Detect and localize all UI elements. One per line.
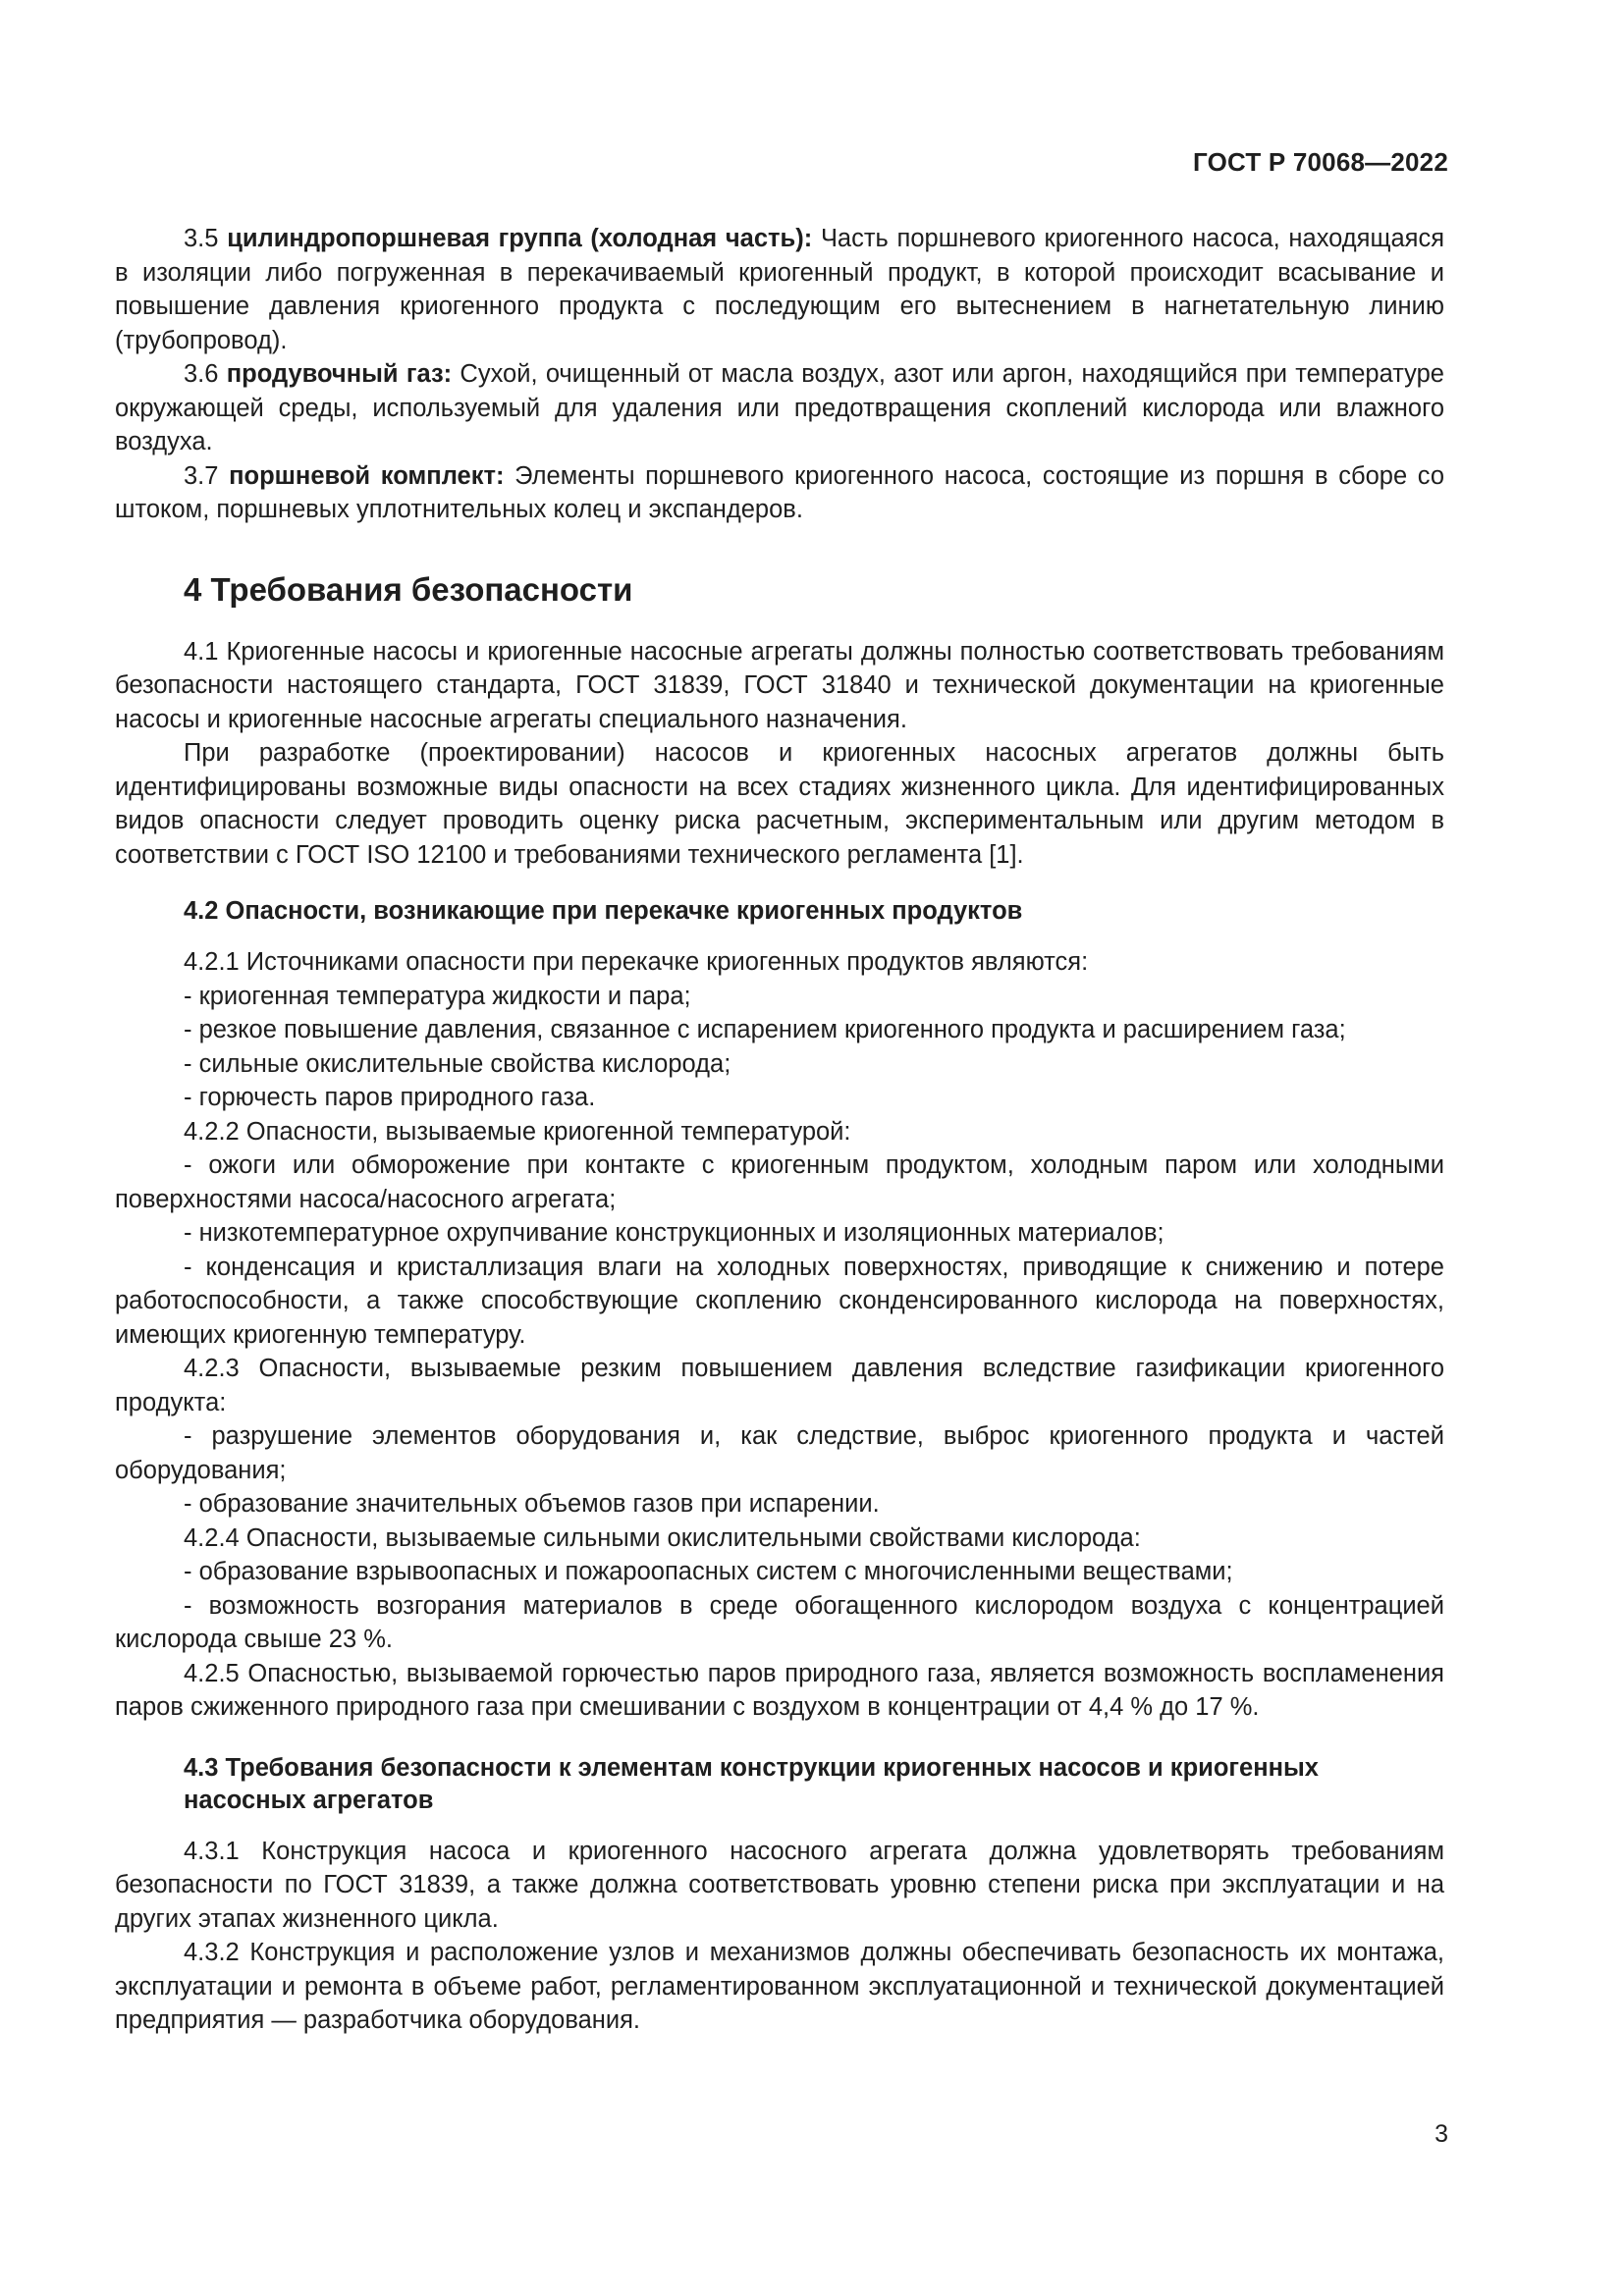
term-number: 3.6 <box>184 360 219 388</box>
term-number: 3.5 <box>184 225 219 252</box>
term-3-7 <box>115 459 1444 527</box>
list-item: 4.2.4 Опасности, вызываемые сильными окислительными свойствами кислорода: <box>184 1523 1141 1552</box>
list-item: - образование взрывоопасных и пожароопасных систем с многочисленными веществами; <box>184 1558 1233 1585</box>
page-number: 3 <box>1435 2120 1448 2148</box>
section-heading-4: 4 Требования безопасности <box>184 570 633 608</box>
paragraph-4-1: 4.1 Криогенные насосы и криогенные насосные агрегаты должны полностью соответствовать требованиям безопасности настоящего стандарта, ГОСТ 31839, ГОСТ 31840 и технической документации на криогенные насосы и криогенные насосные агрегаты специального назначения. <box>115 637 1444 733</box>
subsection-heading-4-3 <box>115 1752 1444 1817</box>
term-name: продувочный газ: <box>226 360 453 388</box>
term-definition: Часть поршневого криогенного насоса, находящаяся в изоляции либо погруженная в перекачиваемый криогенный продукт, в которой происходит всасывание и повышение давления криогенного продукта с последующим его вытеснением в нагнетательную линию (трубопровод). <box>115 225 1444 354</box>
heading-line: насосных агрегатов <box>184 1786 434 1814</box>
document-body <box>115 222 1444 2038</box>
term-name: поршневой комплект: <box>229 461 505 490</box>
heading-line: 4.3 Требования безопасности к элементам конструкции криогенных насосов и криогенных <box>184 1753 1319 1782</box>
section-4-2-content <box>115 945 1444 1725</box>
list-item: - горючесть паров природного газа. <box>184 1084 596 1111</box>
list-item: - низкотемпературное охрупчивание конструкционных и изоляционных материалов; <box>184 1219 1164 1247</box>
document-header: ГОСТ Р 70068—2022 <box>1193 147 1448 177</box>
term-3-5 <box>115 222 1444 357</box>
list-item: - возможность возгорания материалов в среде обогащенного кислородом воздуха с концентрацией кислорода свыше 23 %. <box>115 1591 1444 1653</box>
list-item: - резкое повышение давления, связанное с испарением криогенного продукта и расширением газа; <box>184 1016 1346 1043</box>
list-item: 4.2.3 Опасности, вызываемые резким повышением давления вследствие газификации криогенного продукта: <box>115 1355 1444 1416</box>
list-item: - образование значительных объемов газов при испарении. <box>184 1490 880 1518</box>
term-3-6 <box>115 357 1444 459</box>
list-item: 4.2.1 Источниками опасности при перекачке криогенных продуктов являются: <box>184 948 1089 976</box>
list-item: - разрушение элементов оборудования и, как следствие, выброс криогенного продукта и частей оборудования; <box>115 1422 1444 1484</box>
term-definition: Сухой, очищенный от масла воздух, азот или аргон, находящийся при температуре окружающей среды, используемый для удаления или предотвращения скоплений кислорода или влажного воздуха. <box>115 360 1444 455</box>
document-page <box>115 0 1448 2296</box>
term-number: 3.7 <box>184 461 219 490</box>
paragraph-4-3-1: 4.3.1 Конструкция насоса и криогенного насосного агрегата должна удовлетворять требованиям безопасности по ГОСТ 31839, а также должна соответствовать уровню степени риска при эксплуатации и на других этапах жизненного цикла. <box>115 1837 1444 1933</box>
list-item: - ожоги или обморожение при контакте с криогенным продуктом, холодным паром или холодными поверхностями насоса/насосного агрегата; <box>115 1151 1444 1213</box>
list-item: - конденсация и кристаллизация влаги на холодных поверхностях, приводящие к снижению и потере работоспособности, а также способствующие скоплению сконденсированного кислорода на поверхностях, имеющих криогенную температуру. <box>115 1253 1444 1349</box>
subsection-heading-4-2: 4.2 Опасности, возникающие при перекачке криогенных продуктов <box>184 897 1023 925</box>
paragraph-4-1-continued: При разработке (проектировании) насосов и криогенных насосных агрегатов должны быть идентифицированы возможные виды опасности на всех стадиях жизненного цикла. Для идентифицированных видов опасности следует проводить оценку риска расчетным, экспериментальным или другим методом в соответствии с ГОСТ ISO 12100 и требованиями технического регламента [1]. <box>115 739 1444 869</box>
list-item: - сильные окислительные свойства кислорода; <box>184 1049 731 1078</box>
list-item: 4.2.2 Опасности, вызываемые криогенной температурой: <box>184 1117 851 1146</box>
paragraph-4-3-2: 4.3.2 Конструкция и расположение узлов и механизмов должны обеспечивать безопасность их монтажа, эксплуатации и ремонта в объеме работ, регламентированном эксплуатационной и технической документацией предприятия — разработчика оборудования. <box>115 1939 1444 2034</box>
list-item: 4.2.5 Опасностью, вызываемой горючестью паров природного газа, является возможность воспламенения паров сжиженного природного газа при смешивании с воздухом в концентрации от 4,4 % до 17 %. <box>115 1659 1444 1721</box>
term-name: цилиндропоршневая группа (холодная часть): <box>227 225 813 252</box>
term-definition: Элементы поршневого криогенного насоса, состоящие из поршня в сборе со штоком, поршневых уплотнительных колец и экспандеров. <box>115 461 1445 523</box>
list-item: - криогенная температура жидкости и пара; <box>184 982 691 1010</box>
